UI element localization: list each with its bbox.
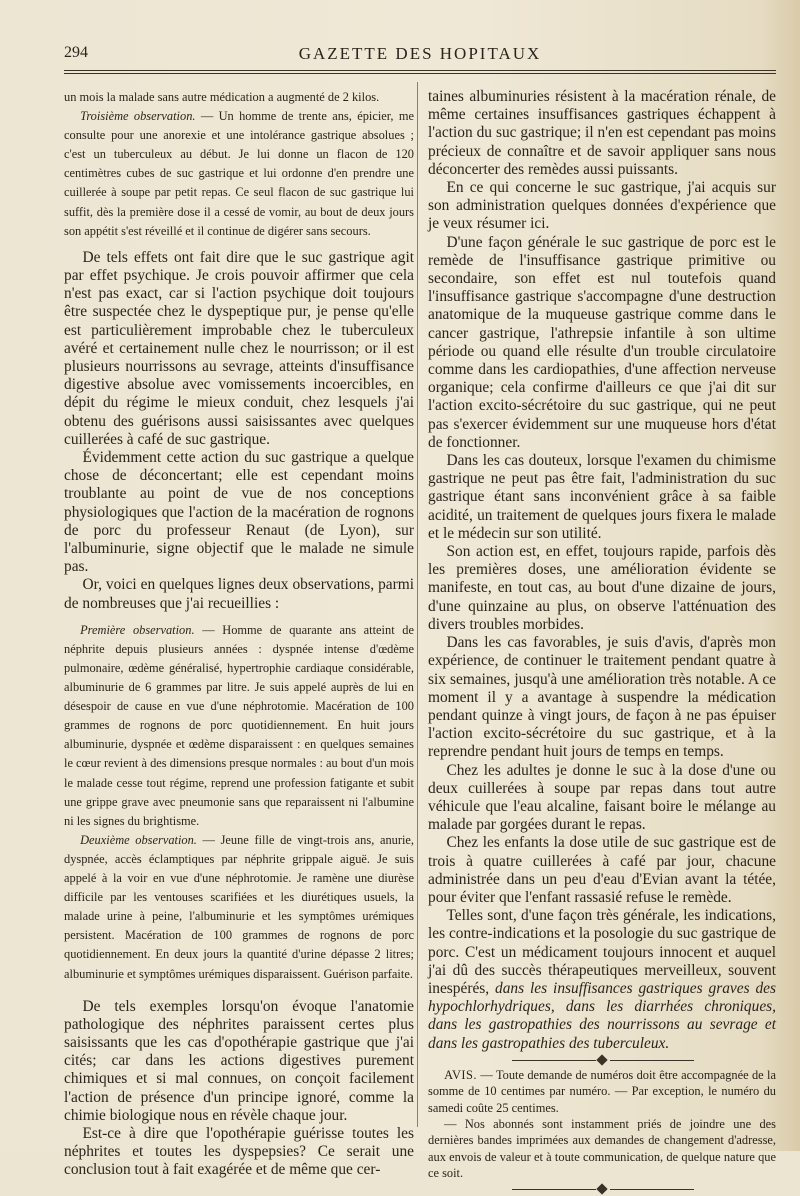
subscriber-notice: — Nos abonnés sont instamment priés de joindre une des dernières bandes imprimées aux demandes de changement d'adresse, aux envois de valeur et à toute communication, de quelque nature que ce soit. <box>428 1116 776 1181</box>
avis-label: AVIS. <box>444 1067 478 1082</box>
paragraph: Dans les cas douteux, lorsque l'examen du chimisme gastrique ne peut pas être fait, l'administration du suc gastrique étant sans inconvénient grâce à sa faible acidité, un traitement de quelques jours fixera le malade et le médecin sur son utilité. <box>428 452 776 542</box>
paragraph: Évidemment cette action du suc gastrique a quelque chose de déconcertant; elle est cependant moins troublante au point de vue de nos conceptions physiologiques que l'action de la macération de rognons de porc du professeur Renaut (de Lyon), sur l'albuminurie, signe objectif que le malade ne simule pas. <box>64 448 414 576</box>
paragraph: De tels exemples lorsqu'on évoque l'anatomie pathologique des néphrites paraissent certes plus saisissants que les cas d'opothérapie gastrique que j'ai cités; car dans les actions digestives purement chimiques et si mal connues, on conçoit facilement l'action de présence d'un principe ignoré, comme la chimie biologique nous en révèle chaque jour. <box>64 997 414 1124</box>
page-number: 294 <box>64 44 88 61</box>
avis-text: — Toute demande de numéros doit être accompagnée de la somme de 10 centimes par numéro. — Par exception, le numéro du samedi coûte 25 centimes. <box>428 1067 776 1115</box>
observation-title: Première observation. <box>80 622 195 637</box>
paragraph: Son action est, en effet, toujours rapide, parfois dès les premières doses, une amélioration évidente se manifeste, en tout cas, au bout d'une dizaine de jours, d'une quinzaine au plus, on observe l'atténuation des divers troubles morbides. <box>428 543 776 633</box>
observation-text: — Un homme de trente ans, épicier, me consulte pour une anorexie et une intolérance gastrique absolues ; c'est un tuberculeux au début. Je lui donne un flacon de 120 centimètres cubes de suc gastrique et lui ordonne d'en prendre une cuillerée à soupe par petit repas. Ce seul flacon de suc gastrique lui suffit, dès la première dose il a cessé de vomir, au bout de deux jours son appétit s'est réveillé et il continue de digérer sans secours. <box>64 109 414 238</box>
header-rule-double <box>64 73 776 74</box>
observation-title: Troisième observation. <box>80 109 196 124</box>
observation-title: Deuxième observation. <box>80 832 197 847</box>
paragraph: Chez les enfants la dose utile de suc gastrique est de trois à quatre cuillerées à café par jour, chacune administrée dans un peu d'eau d'Evian avant la tétée, pour éviter que l'enfant rassasié refuse le remède. <box>428 834 776 906</box>
paragraph: un mois la malade sans autre médication a augmenté de 2 kilos. <box>64 90 380 104</box>
paragraph: De tels effets ont fait dire que le suc gastrique agit par effet psychique. Je crois pouvoir affirmer que cela n'est pas exact, car si l'action psychique doit toujours être suspectée chez le dyspeptique pur, je pense qu'elle est particulièrement improbable chez le tuberculeux avéré et certainement nulle chez le nourrisson; or il est plusieurs nourrissons au sevrage, atteints d'insuffisance digestive absolue avec vomissements incoercibles, en dépit du régime le mieux conduit, chez lesquels j'ai obtenu des guérisons aussi saisissantes avec quelques cuillerées à café de suc gastrique. <box>64 248 414 448</box>
observation-paragraph <box>64 621 414 831</box>
conclusion-paragraph <box>428 907 776 1053</box>
paragraph: Or, voici en quelques lignes deux observations, parmi de nombreuses que j'ai recueillies : <box>64 576 414 612</box>
observation-paragraph <box>64 107 414 241</box>
ornament-divider <box>428 1184 776 1194</box>
observation-paragraph <box>64 831 414 984</box>
avis-notice <box>428 1067 776 1116</box>
paragraph: taines albuminuries résistent à la macération rénale, de même certaines insuffisances gastriques échappent à l'action du suc gastrique; il n'en est cependant pas moins précieux de connaître et de savoir appliquer sans nous déconcerter des remèdes aussi puissants. <box>428 88 776 178</box>
column-divider <box>417 82 418 1127</box>
conclusion-italic-text: dans les insuffisances gastriques graves des hypochlorhydriques, dans les diarrhées chroniques, dans les gastropathies des nourrissons au sevrage et dans les gastropathies des tuberculeux. <box>428 979 776 1052</box>
observation-text: — Jeune fille de vingt-trois ans, anurie, dyspnée, accès éclamptiques par néphrite grippale aiguë. Je suis appelé à la voir en vue d'une néphrotomie. Je ramène une diurèse difficile par les ventouses scarifiées et les diurétiques usuels, la malade urine à peine, l'albuminurie et les symptômes urémiques persistent. Macération de 100 grammes de rognons de porc quotidiennement. En deux jours la quantité d'urine dépasse 2 litres; albuminurie et symptômes urémiques disparaissent. Guérison parfaite. <box>64 832 415 981</box>
journal-title: GAZETTE DES HOPITAUX <box>298 44 542 63</box>
page-header <box>64 44 776 68</box>
ornament-divider <box>428 1055 776 1065</box>
paragraph: Chez les adultes je donne le suc à la dose d'une ou deux cuillerées à soupe par repas dans tout autre véhicule que l'eau alcaline, faisant boire le mélange au malade par gorgées durant le repas. <box>428 761 776 834</box>
conclusion-text: Telles sont, d'une façon très générale, les indications, les contre-indications et la posologie du suc gastrique de porc. C'est un médicament toujours innocent et auquel j'ai dû des succès thérapeutiques merveilleux, souvent inespérés, <box>428 907 776 997</box>
paragraph: Dans les cas favorables, je suis d'avis, d'après mon expérience, de continuer le traitement pendant quatre à six semaines, jusqu'à une amélioration très notable. A ce moment il y a avantage à suspendre la médication pendant quinze à vingt jours, de façon à ne pas épuiser l'action excito-sécrétoire du suc gastrique, et à la reprendre pendant huit jours de temps en temps. <box>428 634 776 761</box>
left-column <box>64 88 414 1180</box>
paragraph: En ce qui concerne le suc gastrique, j'ai acquis sur son administration quelques données d'expérience que je veux résumer ici. <box>428 179 776 233</box>
paragraph: Est-ce à dire que l'opothérapie guérisse toutes les néphrites et toutes les dyspepsies? Ce serait une conclusion tout à fait exagérée et de même que cer- <box>64 1125 414 1179</box>
header-rule <box>64 70 776 71</box>
observation-text: — Homme de quarante ans atteint de néphrite depuis plusieurs années : dyspnée intense d'œdème pulmonaire, œdème généralisé, hypertrophie cardiaque considérable, albuminurie de 6 grammes par litre. Je suis appelé auprès de lui en désespoir de cause en vue d'une néphrotomie. Macération de 100 grammes de rognons de porc quotidiennement. En huit jours albuminurie, dyspnée et œdème disparaissent : en quelques semaines le cœur revient à des dimensions presque normales : au bout d'un mois le malade cesse tout régime, reprend une profession fatigante et subit une grippe grave avec pneumonie sans que reparaissent ni l'albumine ni les signes du brightisme. <box>64 622 414 828</box>
paragraph: D'une façon générale le suc gastrique de porc est le remède de l'insuffisance gastrique primitive ou secondaire, son effet est nul toutefois quand l'insuffisance gastrique s'accompagne d'une destruction anatomique de la muqueuse gastrique comme dans le cancer gastrique, l'athrepsie infantile à son ultime période ou quand elle résulte d'un trouble circulatoire comme dans les cardiopathies, d'une affection nerveuse organique; cela confirme d'ailleurs ce que j'ai dit sur l'action excito-sécrétoire du suc gastrique, qui ne peut pas s'exercer évidemment sur une muqueuse hors d'état de fonctionner. <box>428 233 776 451</box>
right-column <box>428 88 776 1196</box>
